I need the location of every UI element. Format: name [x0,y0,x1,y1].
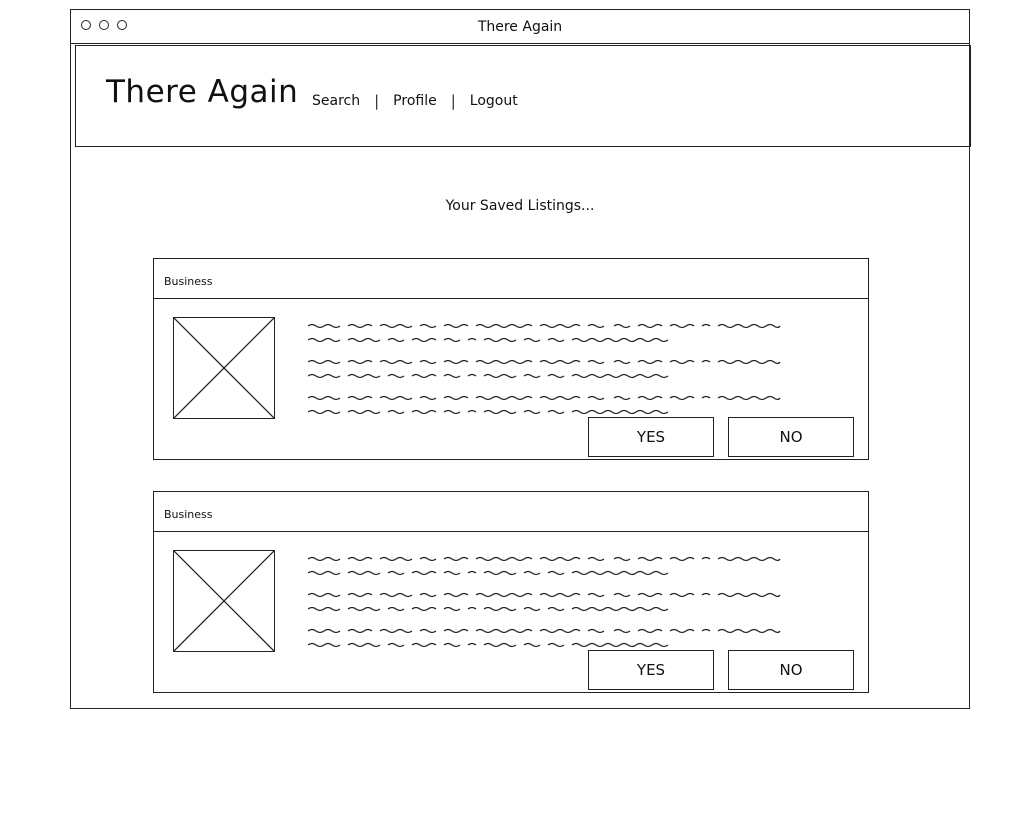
nav-separator: | [374,92,380,110]
listing-card-header [154,492,868,532]
browser-window [70,9,970,709]
listing-category-label: Business [164,508,213,521]
nav-profile-link[interactable]: Profile [393,93,437,109]
listing-category-label: Business [164,275,213,288]
image-placeholder-icon [173,317,275,419]
nav-search-link[interactable]: Search [312,93,361,109]
page-title: Your Saved Listings... [445,198,595,214]
window-title: There Again [477,19,563,35]
listing-description [308,556,788,664]
listing-card [153,258,869,460]
brand-logo[interactable]: There Again [106,74,299,110]
listing-card [153,491,869,693]
site-header [75,45,971,147]
nav-separator: | [450,92,456,110]
nav-logout-link[interactable]: Logout [469,93,518,109]
no-button[interactable]: NO [728,650,854,690]
yes-button[interactable]: YES [588,417,714,457]
listing-card-header [154,259,868,299]
window-titlebar [71,10,969,44]
listing-description [308,323,788,431]
yes-button[interactable]: YES [588,650,714,690]
image-placeholder-icon [173,550,275,652]
no-button[interactable]: NO [728,417,854,457]
main-nav [312,92,518,110]
